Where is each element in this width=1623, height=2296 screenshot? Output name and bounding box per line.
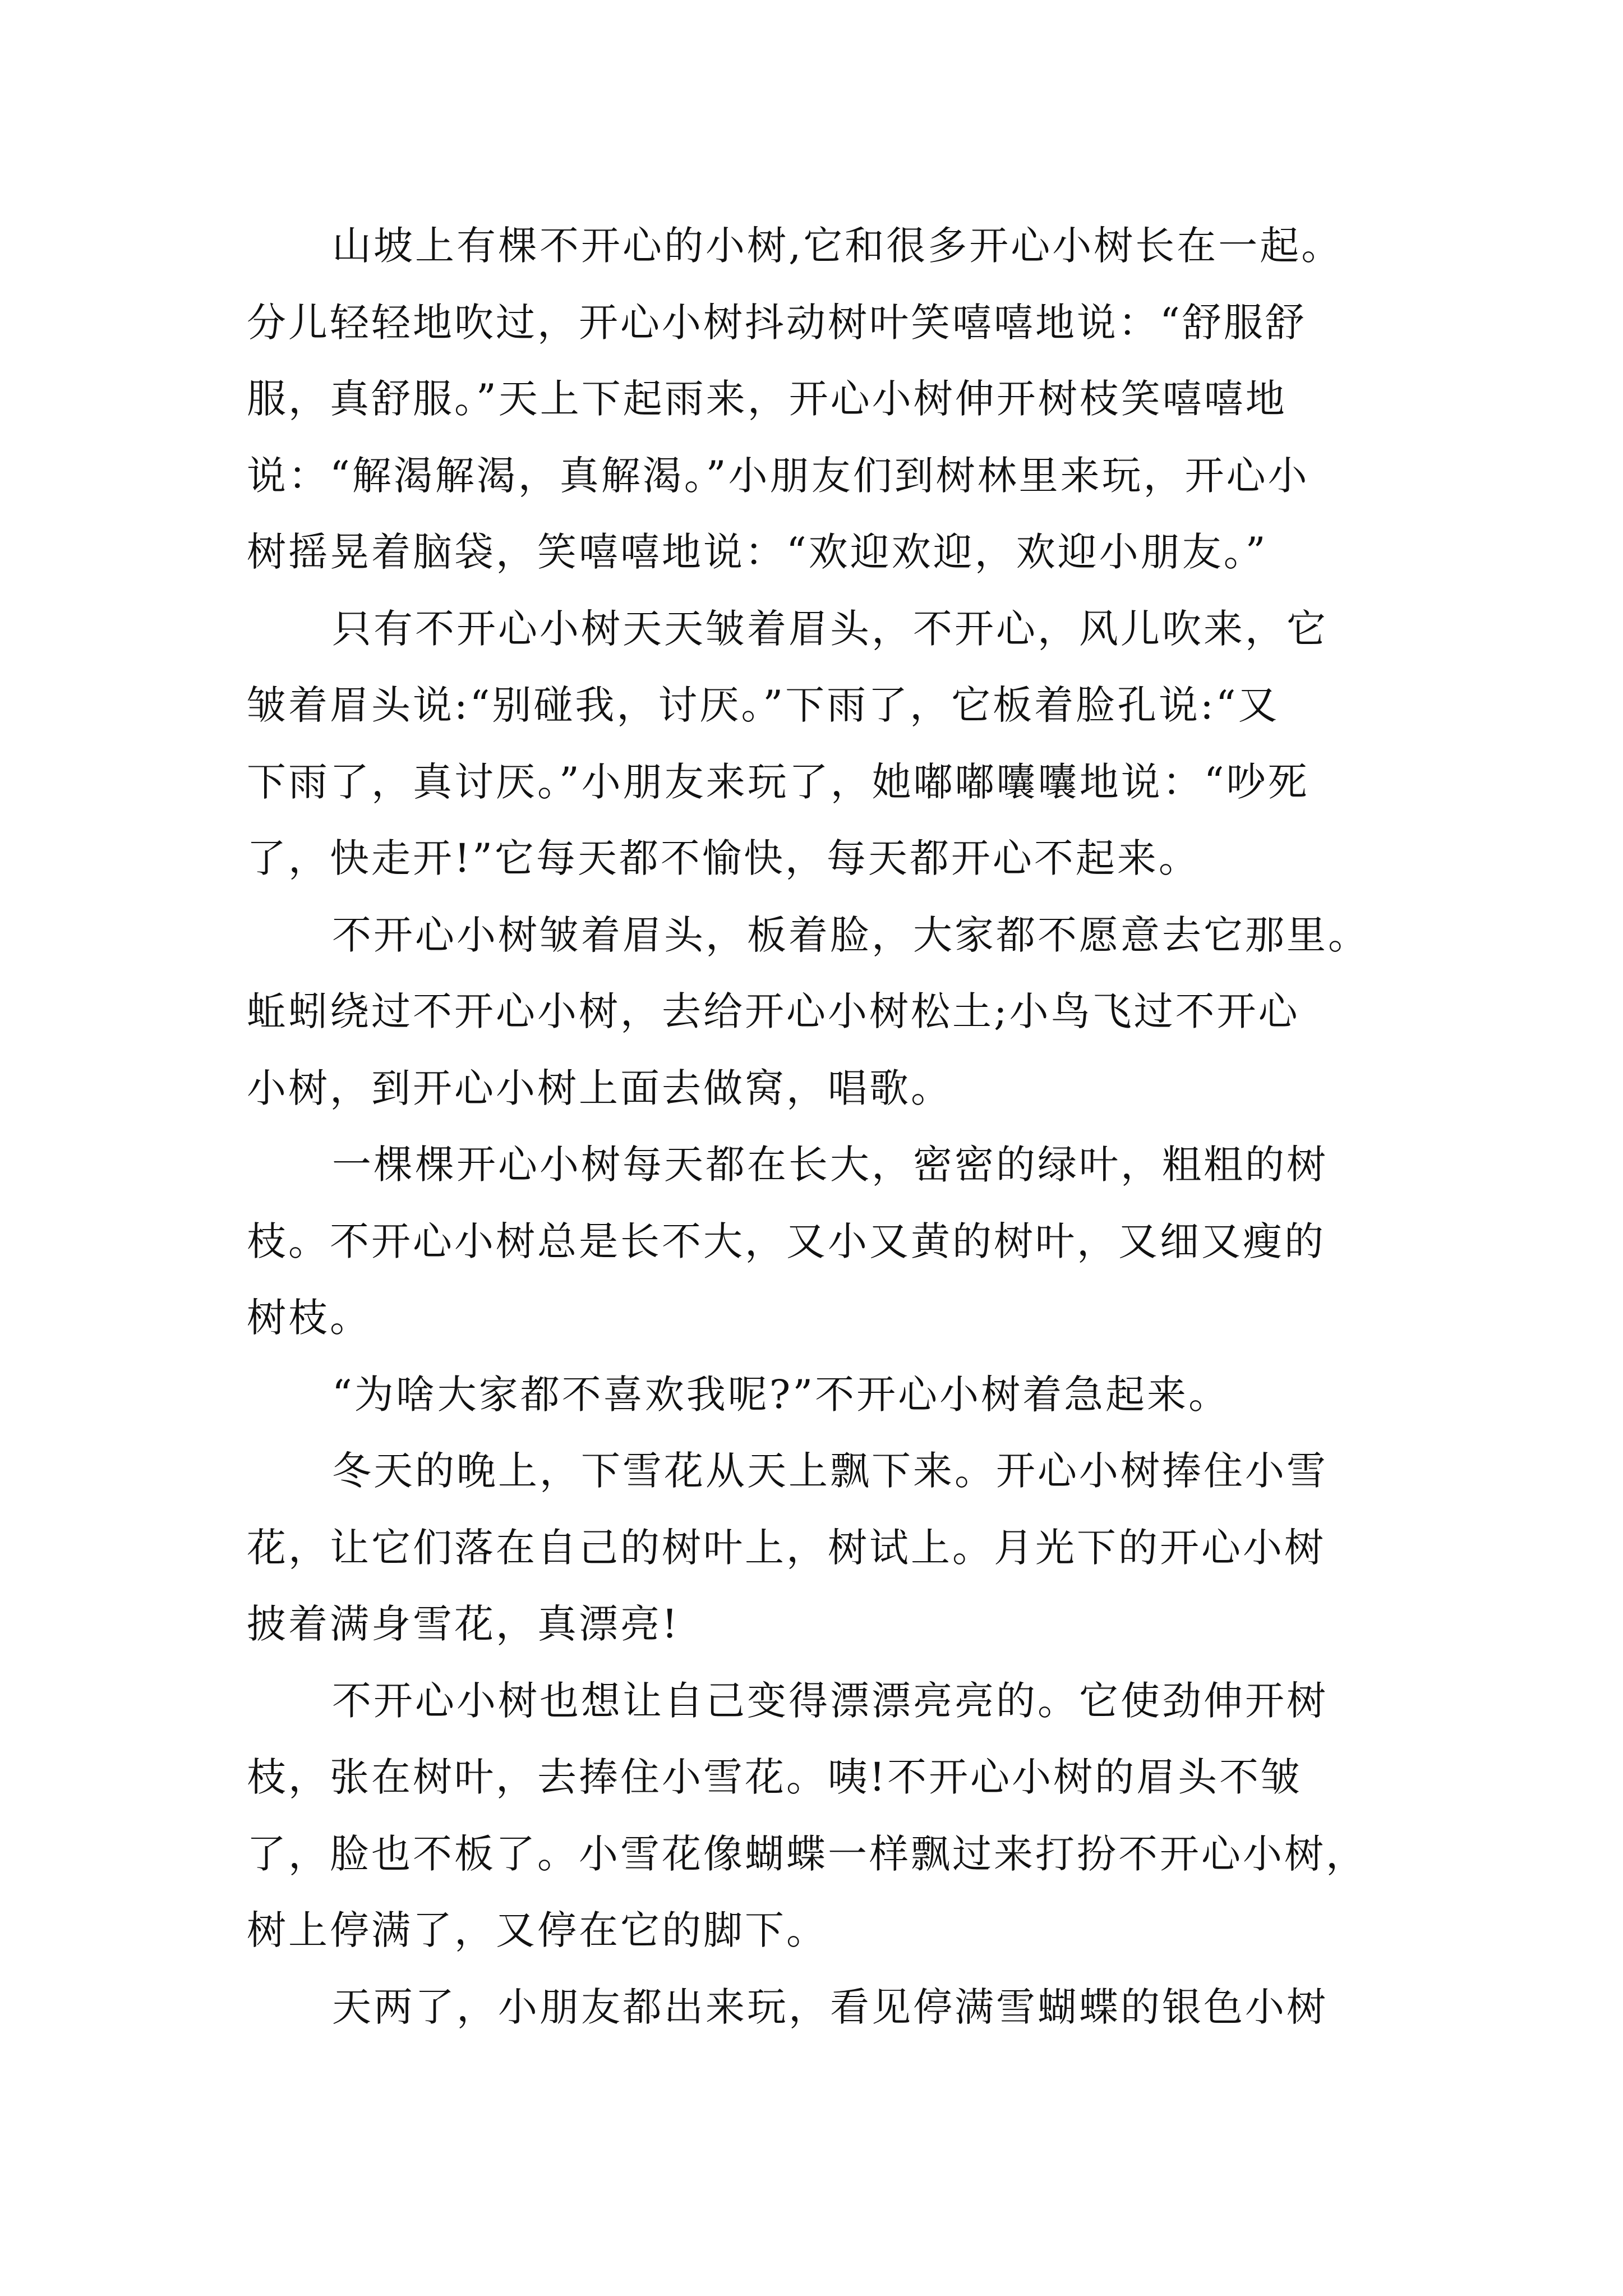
text-line: 皱着眉头说:“别碰我，讨厌。”下雨了，它板着脸孔说:“又 (247, 682, 1280, 728)
text-line: 服，真舒服。”天上下起雨来，开心小树伸开树枝笑嘻嘻地 (247, 376, 1287, 422)
text-line: 冬天的晚上，下雪花从天上飘下来。开心小树捧住小雪 (332, 1448, 1328, 1494)
text-line: 花，让它们落在自己的树叶上，树试上。月光下的开心小树 (247, 1524, 1326, 1571)
text-line: 不开心小树皱着眉头，板着脸，大家都不愿意去它那里。 (332, 912, 1370, 958)
text-line: 了，快走开!”它每天都不愉快，每天都开心不起来。 (247, 835, 1200, 881)
text-line: 枝，张在树叶，去捧住小雪花。咦!不开心小树的眉头不皱 (247, 1754, 1303, 1800)
text-line: 分儿轻轻地吹过，开心小树抖动树叶笑嘻嘻地说：“舒服舒 (247, 299, 1307, 346)
text-line: 树上停满了，又停在它的脚下。 (247, 1907, 828, 1953)
text-line: 山坡上有棵不开心的小树,它和很多开心小树长在一起。 (332, 223, 1343, 269)
text-line: 说：“解渴解渴，真解渴。”小朋友们到树林里来玩，开心小 (247, 452, 1310, 499)
text-line: “为啥大家都不喜欢我呢?”不开心小树着急起来。 (332, 1371, 1230, 1418)
text-line: 树摇晃着脑袋，笑嘻嘻地说：“欢迎欢迎，欢迎小朋友。” (247, 529, 1268, 575)
text-line: 不开心小树也想让自己变得漂漂亮亮的。它使劲伸开树 (332, 1677, 1328, 1724)
text-line: 下雨了，真讨厌。”小朋友来玩了，她嘟嘟囔囔地说：“吵死 (247, 758, 1310, 805)
text-line: 枝。不开心小树总是长不大，又小又黄的树叶，又细又瘦的 (247, 1218, 1326, 1264)
text-line: 一棵棵开心小树每天都在长大，密密的绿叶，粗粗的树 (332, 1142, 1328, 1188)
document-text-body (247, 208, 1447, 2045)
text-line: 了，脸也不板了。小雪花像蝴蝶一样飘过来打扮不开心小树， (247, 1830, 1367, 1877)
text-line: 披着满身雪花，真漂亮! (247, 1601, 680, 1647)
text-line: 小树，到开心小树上面去做窝，唱歌。 (247, 1065, 952, 1111)
text-line: 树枝。 (247, 1295, 371, 1341)
text-line: 蚯蚓绕过不开心小树，去给开心小树松土;小鸟飞过不开心 (247, 988, 1300, 1034)
text-line: 天两了，小朋友都出来玩，看见停满雪蝴蝶的银色小树 (332, 1984, 1328, 2030)
text-line: 只有不开心小树天天皱着眉头，不开心，风儿吹来，它 (332, 605, 1328, 652)
